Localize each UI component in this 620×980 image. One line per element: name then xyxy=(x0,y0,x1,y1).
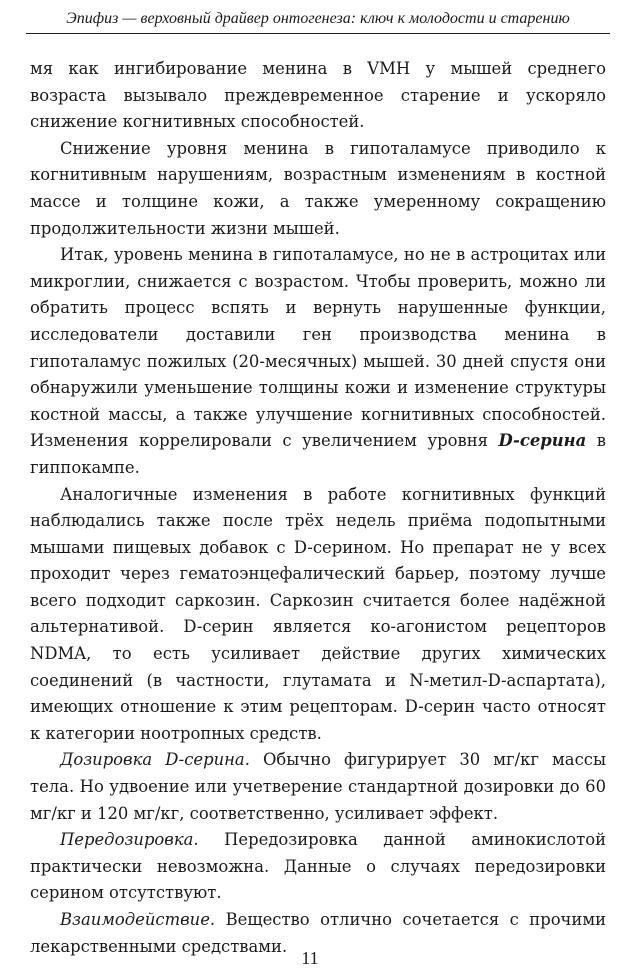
body-text xyxy=(30,56,606,960)
paragraph-continued: мя как ингибирование менина в VMH у мышей среднего возраста вызывало преждевременное старение и ускоряло снижение когнитивных способностей. xyxy=(30,59,606,132)
paragraph-overdose xyxy=(30,827,606,907)
paragraph-dosage xyxy=(30,747,606,827)
paragraph-text: Итак, уровень менина в гипоталамусе, но не в астроцитах или микроглии, снижается с возрастом. Чтобы проверить, можно ли обратить процесс вспять и вернуть нарушенные функции, исследователи доставили ген производства менина в гипоталамус пожилых (20-месячных) мышей. 30 дней спустя они обнаружили уменьшение толщины кожи и изменение структуры костной массы, а также улучшение когнитивных способностей. Изменения коррелировали с увеличением уровня xyxy=(30,245,606,451)
paragraph-experiment xyxy=(30,242,606,481)
paragraph-d-serine: Аналогичные изменения в работе когнитивных функций наблюдались также после трёх недель приёма подопытными мышами пищевых добавок с D-серином. Но препарат не у всех проходит через гематоэнцефалический барьер, поэтому лучше всего подходит саркозин. Саркозин считается более надёжной альтернативой. D-серин является ко-агонистом рецепторов NDMA, то есть усиливает действие других химических соединений (в частности, глутамата и N-метил-D-аспартата), имеющих отношение к этим рецепторам. D-серин часто относят к категории ноотропных средств. xyxy=(30,484,606,743)
paragraph-menin-decline: Снижение уровня менина в гипоталамусе приводило к когнитивным нарушениям, возрастным изменениям в костной массе и толщине кожи, а также умеренному сокращению продолжительности жизни мышей. xyxy=(30,138,606,238)
paragraph-text: в гиппокампе. xyxy=(30,431,606,477)
section-label: Передозировка. xyxy=(60,830,199,850)
paragraph-text: Вещество отлично сочетается с прочими лекарственными средствами. xyxy=(30,910,606,956)
paragraph-text: Обычно фигурирует 30 мг/кг массы тела. Но удвоение или учетверение стандартной дозировки до 60 мг/кг и 120 мг/кг, соответственно, усиливает эффект. xyxy=(30,750,606,823)
section-label: Дозировка D-серина. xyxy=(60,750,250,770)
emphasis-term: D-серина xyxy=(498,431,587,451)
running-header: Эпифиз — верховный драйвер онтогенеза: ключ к молодости и старению xyxy=(26,8,610,34)
page-number: 11 xyxy=(301,948,319,968)
section-label: Взаимодействие. xyxy=(60,910,216,929)
paragraph-text: Передозировка данной аминокислотой практически невозможна. Данные о случаях передозировки серином отсутствуют. xyxy=(30,830,606,903)
